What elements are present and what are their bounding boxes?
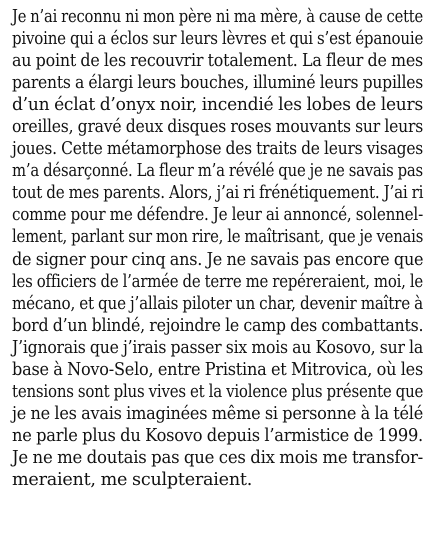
text-line: d’un éclat d’onyx noir, incendié les lobes de leurs — [12, 95, 423, 116]
text-line: J’ignorais que j’irais passer six mois au Kosovo, sur la — [12, 337, 423, 358]
text-line: de signer pour cinq ans. Je ne savais pas encore que — [12, 249, 424, 270]
text-line: lement, parlant sur mon rire, le maîtrisant, que je venais — [12, 227, 424, 248]
text-line: je ne les avais imaginées même si personne à la télé — [12, 403, 424, 424]
text-line: joues. Cette métamorphose des traits de leurs visages — [12, 139, 424, 160]
text-line: base à Novo-Selo, entre Pristina et Mitrovica, où les — [12, 359, 424, 380]
text-line: tout de mes parents. Alors, j’ai ri frénétiquement. J’ai ri — [12, 183, 424, 204]
text-line: m’a désarçonné. La fleur m’a révélé que je ne savais pas — [12, 161, 423, 182]
text-line: bord d’un blindé, rejoindre le camp des combattants. — [12, 315, 424, 336]
text-line: Je n’ai reconnu ni mon père ni ma mère, à cause de cette — [12, 7, 424, 27]
text-line: pivoine qui a éclos sur leurs lèvres et qui s’est épanouie — [12, 29, 424, 50]
text-line: parents a élargi leurs bouches, illuminé leurs pupilles — [12, 73, 424, 94]
text-line: mécano, et que j’allais piloter un char, devenir maître à — [12, 293, 423, 314]
text-line: au point de les recouvrir totalement. La fleur de mes — [12, 51, 424, 72]
text-line: oreilles, gravé deux disques roses mouvants sur leurs — [12, 117, 424, 138]
paragraph — [12, 6, 423, 491]
text-line: comme pour me défendre. Je leur ai annoncé, solennel- — [12, 205, 423, 226]
text-line: Je ne me doutais pas que ces dix mois me transfor- — [12, 447, 423, 468]
text-line: ne parle plus du Kosovo depuis l’armistice de 1999. — [12, 425, 424, 446]
text-line: les officiers de l’armée de terre me repéreraient, moi, le — [12, 271, 423, 292]
text-line: tensions sont plus vives et la violence plus présente que — [12, 381, 424, 402]
text-line: meraient, me sculpteraient. — [12, 469, 253, 490]
